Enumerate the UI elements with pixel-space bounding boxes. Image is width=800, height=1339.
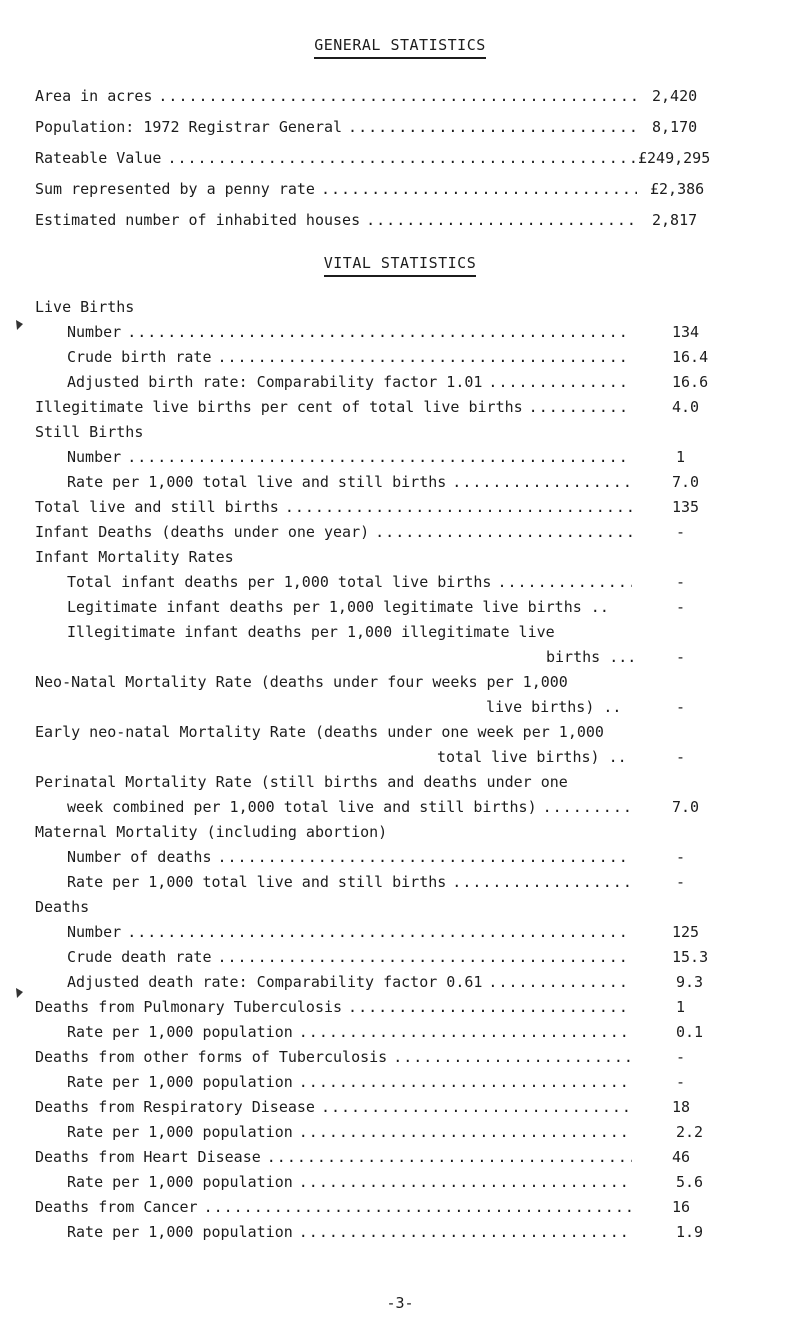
general-row bbox=[0, 87, 800, 107]
row-value: £249,295 bbox=[638, 149, 711, 167]
crude-death-rate-row: Crude death rate ..... 15.3 bbox=[0, 948, 800, 968]
pulmonary-tb-row: Deaths from Pulmonary Tuberculosis ..... 1 bbox=[0, 998, 800, 1018]
early-neonatal-row: total live births) .. - bbox=[437, 748, 686, 766]
general-row bbox=[0, 180, 800, 200]
maternal-heading: Maternal Mortality (including abortion) bbox=[35, 823, 388, 841]
live-births-number-row: Number ..... 134 bbox=[0, 323, 800, 343]
infant-mortality-legit-row: Legitimate infant deaths per 1,000 legitimate live births .. - bbox=[67, 598, 686, 616]
general-row bbox=[0, 149, 800, 169]
perinatal-line1: Perinatal Mortality Rate (still births and deaths under one bbox=[35, 773, 568, 791]
cancer-row: Deaths from Cancer ..... 16 bbox=[0, 1198, 800, 1218]
other-tb-row: Deaths from other forms of Tuberculosis ..... - bbox=[0, 1048, 800, 1068]
illegitimate-births-row: Illegitimate live births per cent of total live births ..... 4.0 bbox=[0, 398, 800, 418]
still-births-heading: Still Births bbox=[35, 423, 144, 441]
infant-deaths-row: Infant Deaths (deaths under one year) ..... - bbox=[0, 523, 800, 543]
infant-mortality-illegit-line1: Illegitimate infant deaths per 1,000 illegitimate live bbox=[67, 623, 555, 641]
pulmonary-tb-rate-row: Rate per 1,000 population ..... 0.1 bbox=[0, 1023, 800, 1043]
general-statistics-title: GENERAL STATISTICS bbox=[0, 36, 800, 54]
row-value: 2,420 bbox=[652, 87, 698, 105]
row-label: Estimated number of inhabited houses bbox=[35, 211, 361, 229]
heart-row: Deaths from Heart Disease ..... 46 bbox=[0, 1148, 800, 1168]
other-tb-rate-row: Rate per 1,000 population ..... - bbox=[0, 1073, 800, 1093]
deaths-heading: Deaths bbox=[35, 898, 90, 916]
cancer-rate-row: Rate per 1,000 population ..... 1.9 bbox=[0, 1223, 800, 1243]
still-births-number-row: Number ..... 1 bbox=[0, 448, 800, 468]
row-value: £2,386 bbox=[650, 180, 705, 198]
row-label: Rateable Value bbox=[35, 149, 162, 167]
infant-mortality-heading: Infant Mortality Rates bbox=[35, 548, 234, 566]
scan-mark-icon bbox=[14, 986, 24, 1000]
adjusted-birth-rate-row: Adjusted birth rate: Comparability factor 1.01 ..... 16.6 bbox=[0, 373, 800, 393]
row-label: Area in acres bbox=[35, 87, 153, 105]
maternal-number-row: Number of deaths ..... - bbox=[0, 848, 800, 868]
page-number: -3- bbox=[386, 1294, 414, 1312]
general-row bbox=[0, 118, 800, 138]
scan-mark-icon bbox=[14, 318, 24, 332]
infant-mortality-illegit-row: births ... - bbox=[546, 648, 686, 666]
general-row bbox=[0, 211, 800, 231]
respiratory-rate-row: Rate per 1,000 population ..... 2.2 bbox=[0, 1123, 800, 1143]
neonatal-line1: Neo-Natal Mortality Rate (deaths under four weeks per 1,000 bbox=[35, 673, 568, 691]
early-neonatal-line1: Early neo-natal Mortality Rate (deaths under one week per 1,000 bbox=[35, 723, 604, 741]
crude-birth-rate-row: Crude birth rate ..... 16.4 bbox=[0, 348, 800, 368]
respiratory-row: Deaths from Respiratory Disease ..... 18 bbox=[0, 1098, 800, 1118]
row-value: 2,817 bbox=[652, 211, 698, 229]
row-label: Population: 1972 Registrar General bbox=[35, 118, 343, 136]
adjusted-death-rate-row: Adjusted death rate: Comparability factor 0.61 ..... 9.3 bbox=[0, 973, 800, 993]
vital-statistics-title: VITAL STATISTICS bbox=[0, 254, 800, 272]
neonatal-row: live births) .. - bbox=[486, 698, 686, 716]
row-value: 8,170 bbox=[652, 118, 698, 136]
maternal-rate-row: Rate per 1,000 total live and still births ..... - bbox=[0, 873, 800, 893]
live-births-heading: Live Births bbox=[35, 298, 135, 316]
heart-rate-row: Rate per 1,000 population ..... 5.6 bbox=[0, 1173, 800, 1193]
deaths-number-row: Number ..... 125 bbox=[0, 923, 800, 943]
still-births-rate-row: Rate per 1,000 total live and still births ..... 7.0 bbox=[0, 473, 800, 493]
infant-mortality-total-row: Total infant deaths per 1,000 total live births ..... - bbox=[0, 573, 800, 593]
row-label: Sum represented by a penny rate bbox=[35, 180, 315, 198]
perinatal-row: week combined per 1,000 total live and still births) ..... 7.0 bbox=[0, 798, 800, 818]
total-live-still-row: Total live and still births ..... 135 bbox=[0, 498, 800, 518]
